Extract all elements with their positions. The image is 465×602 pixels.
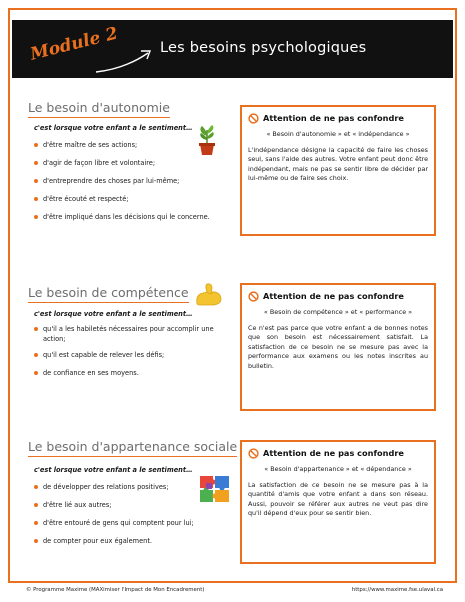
warning-title: Attention de ne pas confondre bbox=[263, 113, 404, 123]
bullet-dot bbox=[34, 503, 38, 507]
list-item bbox=[34, 212, 236, 222]
warning-body: Ce n'est pas parce que votre enfant a de bonnes notes que son besoin est nécessairement satisfait. La satisfaction de ce besoin ne se mesure pas avec la performance aux examens ou les notes inscrites au bulletin. bbox=[248, 324, 428, 370]
list-item-text: d'être maître de ses actions; bbox=[43, 141, 138, 149]
warning-header bbox=[248, 446, 428, 460]
warning-subtitle: « Besoin d'appartenance » et « dépendance » bbox=[264, 465, 412, 473]
list-item-text: d'agir de façon libre et volontaire; bbox=[43, 159, 156, 167]
section-intro: c'est lorsque votre enfant a le sentiment… bbox=[34, 310, 193, 318]
list-item-text: d'être impliqué dans les décisions qui le concerne. bbox=[43, 213, 210, 221]
list-item bbox=[34, 140, 236, 150]
warning-header bbox=[248, 289, 428, 303]
prohibited-icon bbox=[248, 448, 259, 459]
bullet-dot bbox=[34, 179, 38, 183]
bullet-dot bbox=[34, 161, 38, 165]
bullet-dot bbox=[34, 539, 38, 543]
prohibited-icon bbox=[248, 291, 259, 302]
list-item bbox=[34, 350, 236, 360]
list-item bbox=[34, 536, 236, 546]
list-item-text: d'être entouré de gens qui comptent pour lui; bbox=[43, 519, 194, 527]
warning-body: La satisfaction de ce besoin ne se mesure pas à la quantité d'amis que votre enfant a dans son réseau. Aussi, pouvoir se référer aux autres ne veut pas dire qu'il dépend d'eux pour se sentir bien. bbox=[248, 481, 428, 518]
list-item-text: de compter pour eux également. bbox=[43, 537, 153, 545]
bullet-dot bbox=[34, 521, 38, 525]
competence-list bbox=[34, 324, 236, 378]
list-item-text: de confiance en ses moyens. bbox=[43, 369, 139, 377]
list-item-text: qu'il a les habiletés nécessaires pour accomplir une action; bbox=[43, 325, 214, 343]
bullet-dot bbox=[34, 327, 38, 331]
section-title-competence bbox=[28, 285, 189, 300]
section-intro: c'est lorsque votre enfant a le sentiment… bbox=[34, 466, 193, 474]
bullet-dot bbox=[34, 371, 38, 375]
warning-box-autonomie bbox=[240, 105, 436, 236]
section-intro: c'est lorsque votre enfant a le sentiment… bbox=[34, 124, 193, 132]
section-underline bbox=[28, 456, 237, 457]
section-title-text: Le besoin de compétence bbox=[28, 285, 189, 300]
section-title-autonomie bbox=[28, 100, 170, 115]
warning-box-appartenance bbox=[240, 440, 436, 564]
bullet-dot bbox=[34, 353, 38, 357]
list-item bbox=[34, 482, 236, 492]
list-item-text: de développer des relations positives; bbox=[43, 483, 169, 491]
list-item bbox=[34, 518, 236, 528]
list-item-text: d'entreprendre des choses par lui-même; bbox=[43, 177, 180, 185]
warning-title: Attention de ne pas confondre bbox=[263, 448, 404, 458]
section-title-text: Le besoin d'appartenance sociale bbox=[28, 439, 238, 454]
flexed-bicep-icon bbox=[194, 282, 224, 306]
section-underline bbox=[28, 117, 170, 118]
footer-copyright: © Programme Maxime (MAXimiser l'Impact de Mon Encadrement) bbox=[26, 587, 205, 593]
warning-subtitle: « Besoin d'autonomie » et « indépendance » bbox=[266, 130, 410, 138]
warning-header bbox=[248, 111, 428, 125]
warning-box-competence bbox=[240, 283, 436, 411]
section-underline bbox=[28, 302, 189, 303]
list-item bbox=[34, 324, 236, 344]
list-item-text: d'être lié aux autres; bbox=[43, 501, 112, 509]
bullet-dot bbox=[34, 197, 38, 201]
warning-subtitle: « Besoin de compétence » et « performance » bbox=[263, 308, 413, 316]
section-title-appartenance bbox=[28, 439, 237, 454]
list-item-text: qu'il est capable de relever les défis; bbox=[43, 351, 165, 359]
warning-title: Attention de ne pas confondre bbox=[263, 291, 404, 301]
footer-url[interactable]: https://www.maxime.fse.ulaval.ca bbox=[351, 587, 443, 593]
list-item bbox=[34, 194, 236, 204]
bullet-dot bbox=[34, 143, 38, 147]
page-title: Les besoins psychologiques bbox=[160, 40, 367, 56]
bullet-dot bbox=[34, 215, 38, 219]
bullet-dot bbox=[34, 485, 38, 489]
list-item-text: d'être écouté et respecté; bbox=[43, 195, 129, 203]
list-item bbox=[34, 158, 236, 168]
list-item bbox=[34, 500, 236, 510]
appartenance-list bbox=[34, 482, 236, 546]
autonomie-list bbox=[34, 140, 236, 222]
prohibited-icon bbox=[248, 113, 259, 124]
list-item bbox=[34, 368, 236, 378]
list-item bbox=[34, 176, 236, 186]
section-title-text: Le besoin d'autonomie bbox=[28, 100, 170, 115]
warning-body: L'indépendance désigne la capacité de faire les choses seul, sans l'aide des autres. Votre enfant peut donc être indépendant, mais ne pas se sentir libre de décider par lui-même ou de faire ses choix. bbox=[248, 146, 428, 183]
module-label: Module 2 bbox=[28, 23, 120, 65]
